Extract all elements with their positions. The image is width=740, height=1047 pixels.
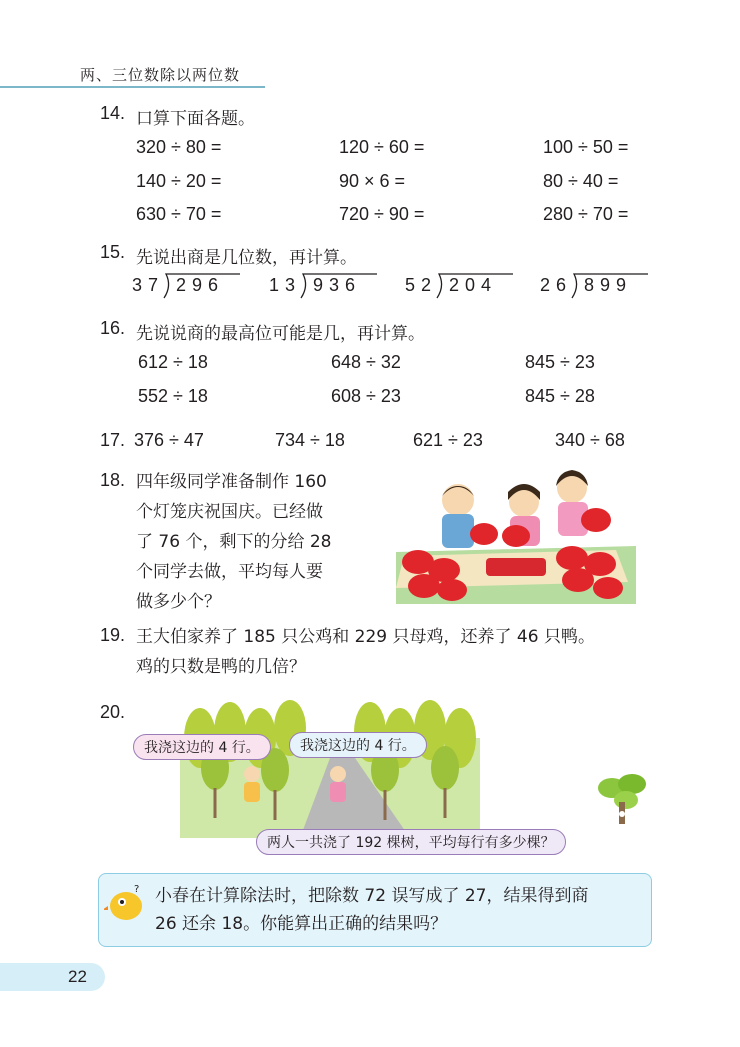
long-division-26-899: [540, 272, 650, 300]
q18-line: 个同学去做，平均每人要: [136, 562, 323, 582]
q14-item: 140 ÷ 20 =: [136, 171, 222, 191]
dividend: 296: [176, 275, 225, 295]
question-14-number: 14.: [100, 103, 126, 123]
divisor: 37: [132, 275, 165, 295]
q19-line: 王大伯家养了 185 只公鸡和 229 只母鸡，还养了 46 只鸭。: [136, 627, 595, 647]
q14-item: 90 × 6 =: [339, 171, 406, 191]
watering-trees-illustration: [180, 698, 480, 838]
chapter-title: 两、三位数除以两位数: [80, 66, 241, 84]
page-number: 22: [68, 967, 87, 986]
tip-line: 小春在计算除法时，把除数 72 误写成了 27，结果得到商: [155, 886, 589, 906]
question-18-number: 18.: [100, 470, 126, 490]
question-18-text: [136, 467, 376, 617]
q16-item: 612 ÷ 18: [138, 352, 208, 372]
page-number-tab: [0, 963, 105, 991]
question-15-number: 15.: [100, 242, 126, 262]
q18-line: 四年级同学准备制作 160: [136, 472, 327, 492]
svg-text:?: ?: [134, 884, 140, 895]
speech-bubble-right: 我浇这边的 4 行。: [289, 732, 427, 758]
divisor: 13: [269, 275, 302, 295]
question-16-text: 先说说商的最高位可能是几，再计算。: [136, 324, 425, 344]
q16-item: 552 ÷ 18: [138, 386, 208, 406]
question-17-number: 17.: [100, 430, 126, 450]
long-division-13-936: [269, 272, 379, 300]
q18-line: 做多少个？: [136, 592, 221, 612]
q14-item: 630 ÷ 70 =: [136, 204, 222, 224]
q14-item: 280 ÷ 70 =: [543, 204, 629, 224]
q17-item: 621 ÷ 23: [413, 430, 483, 450]
long-division-37-296: [132, 272, 242, 300]
dividend: 204: [449, 275, 498, 295]
lantern-making-illustration: [396, 462, 636, 604]
question-19-number: 19.: [100, 625, 126, 645]
question-19-text: [136, 622, 676, 682]
q18-line: 了 76 个，剩下的分给 28: [136, 532, 332, 552]
question-20-number: 20.: [100, 702, 126, 722]
q16-item: 608 ÷ 23: [331, 386, 401, 406]
question-16-number: 16.: [100, 318, 126, 338]
q17-item: 734 ÷ 18: [275, 430, 345, 450]
q14-item: 80 ÷ 40 =: [543, 171, 619, 191]
q19-line: 鸡的只数是鸭的几倍？: [136, 657, 306, 677]
q17-item: 340 ÷ 68: [555, 430, 625, 450]
q17-item: 376 ÷ 47: [134, 430, 204, 450]
dividend: 899: [584, 275, 633, 295]
dividend: 936: [313, 275, 362, 295]
divisor: 52: [405, 275, 438, 295]
q18-line: 个灯笼庆祝国庆。已经做: [136, 502, 323, 522]
question-14-text: 口算下面各题。: [136, 109, 255, 129]
tip-line: 26 还余 18。你能算出正确的结果吗？: [155, 914, 448, 934]
tip-text: [155, 882, 645, 938]
speech-bubble-left: 我浇这边的 4 行。: [133, 734, 271, 760]
q14-item: 120 ÷ 60 =: [339, 137, 425, 157]
q16-item: 648 ÷ 32: [331, 352, 401, 372]
q14-item: 720 ÷ 90 =: [339, 204, 425, 224]
divisor: 26: [540, 275, 573, 295]
q14-item: 320 ÷ 80 =: [136, 137, 222, 157]
long-division-52-204: [405, 272, 515, 300]
sapling-mascot-icon: [592, 770, 652, 834]
q16-item: 845 ÷ 23: [525, 352, 595, 372]
q16-item: 845 ÷ 28: [525, 386, 595, 406]
q14-item: 100 ÷ 50 =: [543, 137, 629, 157]
speech-bubble-bottom: 两人一共浇了 192 棵树，平均每行有多少棵？: [256, 829, 566, 855]
question-15-text: 先说出商是几位数，再计算。: [136, 248, 357, 268]
thinking-bird-icon: [104, 880, 150, 926]
